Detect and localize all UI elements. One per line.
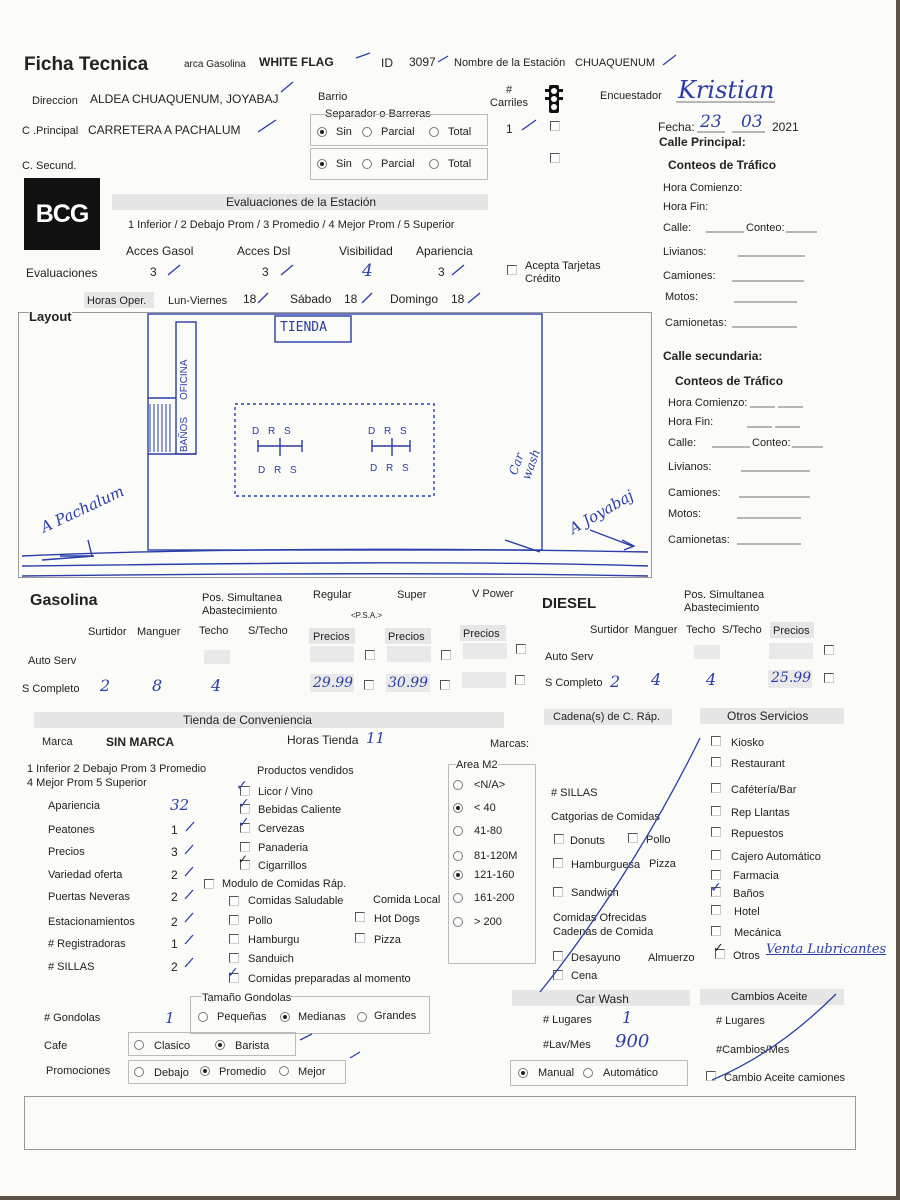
product-regular: Regular [313, 589, 352, 601]
product-super: Super [397, 589, 427, 601]
meal-desayuno: Desayuno [571, 952, 621, 964]
gas-auto-cb2[interactable] [441, 650, 451, 660]
local-hotdogs: Hot Dogs [374, 913, 420, 925]
tam-grandes: Grandes [374, 1010, 417, 1022]
id-label: ID [381, 56, 393, 70]
svc-otros-value[interactable]: Venta Lubricantes [766, 942, 887, 957]
cprincipal-value[interactable]: CARRETERA A PACHALUM [88, 123, 241, 137]
carriles-value[interactable]: 1 [506, 122, 513, 136]
prod-licor: Licor / Vino [258, 786, 313, 798]
gas-col-manguer: Manguer [137, 626, 181, 638]
dsl-auto-techo[interactable] [694, 645, 720, 659]
svc-repuestos-cb[interactable] [711, 827, 721, 837]
direccion-value[interactable]: ALDEA CHUAQUENUM, JOYABAJ [90, 92, 279, 106]
cafe-clasico-radio[interactable] [134, 1040, 144, 1050]
productos-label: Productos vendidos [257, 765, 354, 777]
rating-registradoras-label: # Registradoras [48, 938, 126, 950]
gasolina-title: Gasolina [30, 592, 98, 609]
lv-value[interactable]: 18 [243, 292, 257, 306]
evaluaciones-scale: 1 Inferior / 2 Debajo Prom / 3 Promedio / 4 Mejor Prom / 5 Superior [128, 219, 455, 231]
diesel-title: DIESEL [542, 595, 597, 612]
svc-llantas-cb[interactable] [711, 806, 721, 816]
preparadas-check-icon: ✓ [227, 965, 239, 981]
mod-pollo-cb[interactable] [229, 915, 239, 925]
cat-sandwich: Sandwich [571, 887, 619, 899]
cs-calle: Calle: [668, 437, 697, 449]
tarjetas-checkbox[interactable] [507, 265, 517, 275]
meal-desayuno-cb[interactable] [553, 951, 563, 961]
calle-principal-title: Calle Principal: [659, 135, 746, 149]
mod-saludable: Comidas Saludable [248, 895, 344, 907]
carwash-title: Car Wash [576, 992, 629, 1006]
svc-repuestos: Repuestos [731, 828, 784, 840]
rating-apariencia-label: Apariencia [48, 800, 100, 812]
eval-col-acces-dsl: Acces Dsl [237, 244, 291, 258]
dsl-sc-manguer[interactable]: 4 [651, 670, 662, 689]
dsl-sc-cb[interactable] [824, 673, 834, 683]
diesel-pos-sim: Pos. Simultanea Abastecimiento [684, 589, 765, 614]
notes-field[interactable] [24, 1096, 856, 1150]
gas-auto-regular[interactable] [310, 646, 354, 662]
sep1-parcial-radio[interactable] [362, 127, 372, 137]
gas-col-surtidor: Surtidor [88, 626, 127, 638]
cafe-barista-radio[interactable] [215, 1040, 225, 1050]
aceite-camiones-cb[interactable] [706, 1071, 716, 1081]
carwash-lugares-label: # Lugares [543, 1014, 592, 1026]
marca-label: arca Gasolina [184, 59, 246, 70]
cs-conteo: Conteo: [752, 437, 791, 449]
gondolas-value[interactable]: 1 [165, 1009, 175, 1027]
svc-otros: Otros [733, 950, 760, 962]
gas-sc-vpower-box[interactable] [462, 672, 506, 688]
layout-frame [18, 309, 652, 578]
evaluaciones-title: Evaluaciones de la Estación [226, 195, 377, 209]
cs-livianos: Livianos: [668, 461, 712, 473]
comida-local-label: Comida Local [373, 894, 441, 906]
rating-neveras-value[interactable]: 2 [171, 890, 178, 904]
barrio-label: Barrio [318, 91, 348, 103]
tarjetas-label: Acepta Tarjetas Crédito [525, 260, 601, 285]
sep2-sin-radio[interactable] [317, 159, 327, 169]
cafe-label: Cafe [44, 1040, 68, 1052]
id-value[interactable]: 3097 [409, 55, 436, 69]
precio-label-3: Precios [463, 628, 500, 640]
dsl-col-precios: Precios [773, 625, 810, 637]
modulo-cb[interactable] [204, 879, 214, 889]
carwash-lav[interactable]: 900 [615, 1031, 650, 1052]
tam-label: Tamaño Gondolas [202, 992, 292, 1004]
eval-col-apariencia: Apariencia [416, 244, 473, 258]
gas-price-super[interactable]: 30.99 [388, 675, 429, 691]
mod-pollo: Pollo [248, 915, 273, 927]
sep2-sin: Sin [336, 158, 352, 170]
tienda-marca[interactable]: SIN MARCA [106, 735, 174, 749]
sep1-sin: Sin [336, 126, 352, 138]
area-41-80: 41-80 [474, 825, 503, 837]
rating-peatones-value[interactable]: 1 [171, 823, 178, 837]
gas-price-regular[interactable]: 29.99 [313, 675, 354, 691]
tam-pequenas: Pequeñas [217, 1011, 267, 1023]
dsl-col-surtidor: Surtidor [590, 624, 629, 636]
rating-peatones-label: Peatones [48, 824, 95, 836]
tienda-marca-label: Marca [42, 736, 73, 748]
prod-cigarrillos: Cigarrillos [258, 860, 307, 872]
bcg-logo: BCG [24, 178, 100, 250]
svc-kiosko-cb[interactable] [711, 736, 721, 746]
cp-camionetas: Camionetas: [665, 317, 727, 329]
svc-farmacia: Farmacia [733, 870, 779, 882]
horas-tienda-label: Horas Tienda [287, 733, 359, 747]
carwash-manual-radio[interactable] [518, 1068, 528, 1078]
svc-llantas: Rep Llantas [731, 807, 790, 819]
pump1-top: D R S [252, 426, 294, 437]
cadena-ofrecidas: Comidas Ofrecidas Cadenas de Comida [553, 912, 654, 938]
prod-licor-check-icon: ✓ [236, 778, 248, 794]
cs-hora-comienzo: Hora Comienzo: [668, 397, 748, 409]
carwash-automatico-radio[interactable] [583, 1068, 593, 1078]
area-40: < 40 [474, 802, 496, 814]
cadena-cat-label: Catgorias de Comidas [551, 811, 660, 823]
rating-neveras-label: Puertas Neveras [48, 891, 130, 903]
layout-joyabaj: A Joyabaj [566, 486, 637, 538]
cs-camionetas: Camionetas: [668, 534, 730, 546]
area-200: > 200 [474, 916, 502, 928]
sep2-total-radio[interactable] [429, 159, 439, 169]
marca-value[interactable]: WHITE FLAG [259, 55, 334, 69]
area-161-200-radio[interactable] [453, 893, 463, 903]
gas-sc-cb3[interactable] [515, 675, 525, 685]
tienda-scale-2: 4 Mejor Prom 5 Superior [27, 777, 147, 789]
gas-auto-cb3[interactable] [516, 644, 526, 654]
cat-pizza: Pizza [649, 858, 676, 870]
cs-motos: Motos: [668, 508, 702, 520]
cp-conteo: Conteo: [746, 222, 785, 234]
carwash-lugares[interactable]: 1 [622, 1008, 633, 1027]
area-41-80-radio[interactable] [453, 826, 463, 836]
dsl-sc-techo[interactable]: 4 [706, 670, 717, 689]
rating-apariencia-value[interactable]: 32 [170, 796, 190, 814]
cp-hora-comienzo: Hora Comienzo: [663, 182, 743, 194]
rating-sillas-value[interactable]: 2 [171, 960, 178, 974]
carwash-lav-label: #Lav/Mes [543, 1039, 591, 1051]
prod-cigarrillos-check-icon: ✓ [238, 852, 249, 866]
gas-auto-super[interactable] [387, 646, 431, 662]
area-na: <N/A> [474, 779, 506, 791]
rating-estacionamientos-label: Estacionamientos [48, 916, 135, 928]
preparadas-label: Comidas preparadas al momento [248, 973, 411, 985]
cp-hora-fin: Hora Fin: [663, 201, 709, 213]
calle-secundaria-title: Calle secundaria: [663, 349, 763, 363]
gasolina-pos-sim: Pos. Simultanea Abastecimiento [202, 592, 283, 617]
eval-value-acces-dsl[interactable]: 3 [262, 265, 269, 279]
cadena-sillas: # SILLAS [551, 787, 598, 799]
area-161-200: 161-200 [474, 892, 515, 904]
evaluaciones-label: Evaluaciones [26, 266, 98, 280]
svc-farmacia-cb[interactable] [711, 870, 721, 880]
gas-scompleto: S Completo [22, 683, 80, 695]
rating-variedad-value[interactable]: 2 [171, 868, 178, 882]
gas-sc-cb1[interactable] [364, 680, 374, 690]
form-title: Ficha Tecnica [24, 54, 149, 75]
promo-debajo: Debajo [154, 1067, 189, 1079]
encuestador-value[interactable]: Kristian [678, 76, 775, 104]
dsl-scompleto: S Completo [545, 677, 603, 689]
sep1-parcial: Parcial [381, 126, 415, 138]
dsl-auto-price[interactable] [769, 643, 813, 659]
prod-bebidas: Bebidas Caliente [258, 804, 342, 816]
svc-mecanica: Mecánica [734, 927, 782, 939]
cat-sandwich-cb[interactable] [553, 887, 563, 897]
separador-label: Separador o Barreras [325, 108, 431, 120]
prod-cervezas: Cervezas [258, 823, 305, 835]
eval-value-visibilidad[interactable]: 4 [362, 261, 373, 281]
promo-label: Promociones [46, 1065, 111, 1077]
cafe-clasico: Clasico [154, 1040, 191, 1052]
estacion-label: Nombre de la Estación [454, 57, 566, 69]
svc-banos: Baños [733, 888, 765, 900]
meal-cena-cb[interactable] [553, 970, 563, 980]
layout-tienda: TIENDA [280, 320, 327, 335]
area-na-radio[interactable] [453, 780, 463, 790]
gas-col-techo: Techo [199, 625, 229, 637]
carwash-mode-group [510, 1060, 688, 1086]
svc-restaurant: Restaurant [731, 758, 785, 770]
gas-sc-manguer[interactable]: 8 [152, 676, 163, 695]
cat-hamburguesa: Hamburguesa [571, 859, 641, 871]
layout-pachalum: A Pachalum [38, 482, 127, 537]
precio-label-2: Precios [388, 631, 425, 643]
cafe-barista: Barista [235, 1040, 270, 1052]
traffic-light-icon [544, 84, 564, 114]
psa-label: <P.S.A.> [351, 611, 382, 620]
sep1-sin-radio[interactable] [317, 127, 327, 137]
svc-otros-check-icon: ✓ [713, 941, 724, 956]
mod-sanduich-cb[interactable] [229, 953, 239, 963]
dsl-sc-surtidor[interactable]: 2 [610, 672, 621, 691]
cat-donuts-cb[interactable] [554, 834, 564, 844]
tam-medianas-radio[interactable] [280, 1012, 290, 1022]
rating-registradoras-value[interactable]: 1 [171, 937, 178, 951]
gas-auto-vpower[interactable] [463, 643, 507, 659]
product-vpower: V Power [472, 588, 514, 600]
cat-hamburguesa-cb[interactable] [553, 858, 563, 868]
sabado-value[interactable]: 18 [344, 292, 358, 306]
marcas-label: Marcas: [490, 738, 530, 750]
cp-livianos: Livianos: [663, 246, 707, 258]
encuestador-label: Encuestador [600, 90, 662, 102]
gas-auto-serv: Auto Serv [28, 655, 77, 667]
otros-title: Otros Servicios [727, 709, 809, 723]
gas-sc-surtidor[interactable]: 2 [100, 676, 111, 695]
svc-hotel: Hotel [734, 906, 760, 918]
sep1-total: Total [448, 126, 472, 138]
domingo-label: Domingo [390, 292, 439, 306]
pump2-top: D R S [368, 426, 410, 437]
svc-cafeteria: Cafétería/Bar [731, 784, 797, 796]
eval-value-acces-gasol[interactable]: 3 [150, 265, 157, 279]
cprincipal-label: C .Principal [22, 125, 79, 137]
dsl-price[interactable]: 25.99 [771, 670, 812, 686]
svc-cajero: Cajero Automático [731, 851, 821, 863]
promo-mejor: Mejor [298, 1066, 326, 1078]
sep1-total-radio[interactable] [429, 127, 439, 137]
area-121-160-radio[interactable] [453, 870, 463, 880]
modulo-label: Modulo de Comidas Ráp. [222, 878, 347, 890]
layout-carwash: Car wash [506, 447, 544, 482]
fecha-day[interactable]: 23 [700, 112, 722, 132]
fecha-month[interactable]: 03 [741, 112, 763, 132]
area-81-120: 81-120M [474, 850, 518, 862]
promo-mejor-radio[interactable] [279, 1066, 289, 1076]
layout-oficina: OFICINA [179, 359, 190, 400]
gas-auto-techo[interactable] [204, 650, 230, 664]
tienda-title: Tienda de Conveniencia [183, 713, 312, 727]
area-label: Area M2 [456, 759, 498, 771]
aceite-lugares-label: # Lugares [716, 1015, 765, 1027]
cp-camiones: Camiones: [663, 270, 716, 282]
sep2-total: Total [448, 158, 472, 170]
tam-medianas: Medianas [298, 1011, 346, 1023]
gas-sc-techo[interactable]: 4 [211, 676, 222, 695]
gas-auto-cb1[interactable] [365, 650, 375, 660]
rating-variedad-label: Variedad oferta [48, 869, 123, 881]
prod-cervezas-check-icon: ✓ [238, 815, 250, 831]
fecha-year[interactable]: 2021 [772, 120, 799, 134]
mod-sanduich: Sanduich [248, 953, 294, 965]
cadena-title: Cadena(s) de C. Ráp. [553, 711, 660, 723]
gas-col-stecho: S/Techo [248, 625, 288, 637]
cat-pollo-cb[interactable] [628, 833, 638, 843]
dsl-auto-cb[interactable] [824, 645, 834, 655]
cp-motos: Motos: [665, 291, 699, 303]
carriles-label: # Carriles [490, 84, 528, 109]
area-group [448, 764, 536, 964]
dsl-auto-serv: Auto Serv [545, 651, 594, 663]
rating-precios-value[interactable]: 3 [171, 845, 178, 859]
mod-hamburgu-cb[interactable] [229, 934, 239, 944]
sabado-label: Sábado [290, 292, 332, 306]
carwash-manual: Manual [538, 1067, 575, 1079]
meal-almuerzo: Almuerzo [648, 952, 695, 964]
cs-camiones: Camiones: [668, 487, 721, 499]
gas-sc-cb2[interactable] [440, 680, 450, 690]
cp-conteos-title: Conteos de Tráfico [668, 158, 777, 172]
dsl-col-techo: Techo [686, 624, 716, 636]
horas-label: Horas Oper. [87, 295, 147, 307]
mod-hamburgu: Hamburgu [248, 934, 300, 946]
estacion-value[interactable]: CHUAQUENUM [575, 57, 656, 69]
gondolas-label: # Gondolas [44, 1012, 101, 1024]
area-81-120-radio[interactable] [453, 851, 463, 861]
tienda-scale-1: 1 Inferior 2 Debajo Prom 3 Promedio [27, 763, 207, 775]
cs-conteos-title: Conteos de Tráfico [675, 374, 784, 388]
aceite-title: Cambios Aceite [731, 991, 808, 1003]
prod-panaderia-cb[interactable] [240, 842, 250, 852]
svc-restaurant-cb[interactable] [711, 757, 721, 767]
cs-hora-fin: Hora Fin: [668, 416, 714, 428]
domingo-value[interactable]: 18 [451, 292, 465, 306]
eval-value-apariencia[interactable]: 3 [438, 265, 445, 279]
dsl-col-manguer: Manguer [634, 624, 678, 636]
local-pizza-cb[interactable] [355, 933, 365, 943]
carriles-checkbox[interactable] [550, 121, 560, 131]
area-200-radio[interactable] [453, 917, 463, 927]
carwash-automatico: Automático [603, 1067, 659, 1079]
direccion-label: Direccion [32, 95, 78, 107]
mod-saludable-cb[interactable] [229, 896, 239, 906]
promo-debajo-radio[interactable] [134, 1067, 144, 1077]
svc-cafeteria-cb[interactable] [711, 783, 721, 793]
cat-pollo: Pollo [646, 834, 671, 846]
tam-grandes-radio[interactable] [357, 1012, 367, 1022]
aceite-camiones: Cambio Aceite camiones [724, 1072, 846, 1084]
prod-bebidas-check-icon: ✓ [238, 796, 250, 812]
svc-kiosko: Kiosko [731, 737, 765, 749]
cp-calle: Calle: [663, 222, 692, 234]
svc-cajero-cb[interactable] [711, 850, 721, 860]
pump1-bottom: D R S [258, 465, 300, 476]
area-40-radio[interactable] [453, 803, 463, 813]
svc-mecanica-cb[interactable] [711, 926, 721, 936]
rating-estacionamientos-value[interactable]: 2 [171, 915, 178, 929]
pump2-bottom: D R S [370, 463, 412, 474]
carriles2-checkbox[interactable] [550, 153, 560, 163]
promo-promedio-radio[interactable] [200, 1066, 210, 1076]
layout-label: Layout [29, 309, 72, 324]
eval-col-acces-gasol: Acces Gasol [126, 244, 194, 258]
svc-hotel-cb[interactable] [711, 905, 721, 915]
horas-tienda-value[interactable]: 11 [366, 729, 386, 747]
prod-panaderia: Panaderia [258, 842, 309, 854]
area-121-160: 121-160 [474, 869, 515, 881]
csecund-label: C. Secund. [22, 160, 77, 172]
aceite-cambios-label: #Cambios/Mes [716, 1044, 790, 1056]
tam-pequenas-radio[interactable] [198, 1012, 208, 1022]
local-pizza: Pizza [374, 934, 401, 946]
meal-cena: Cena [571, 970, 598, 982]
eval-col-visibilidad: Visibilidad [339, 244, 393, 258]
lv-label: Lun-Viernes [168, 295, 228, 307]
svc-banos-check-icon: ✓ [710, 880, 722, 896]
dsl-col-stecho: S/Techo [722, 624, 762, 636]
local-hotdogs-cb[interactable] [355, 912, 365, 922]
sep2-parcial-radio[interactable] [362, 159, 372, 169]
promo-promedio: Promedio [219, 1066, 267, 1078]
rating-precios-label: Precios [48, 846, 85, 858]
fecha-label: Fecha: [658, 120, 695, 134]
cat-donuts: Donuts [570, 835, 605, 847]
sep2-parcial: Parcial [381, 158, 415, 170]
layout-banos: BAÑOS [179, 416, 190, 452]
precio-label-1: Precios [313, 631, 350, 643]
rating-sillas-label: # SILLAS [48, 961, 95, 973]
